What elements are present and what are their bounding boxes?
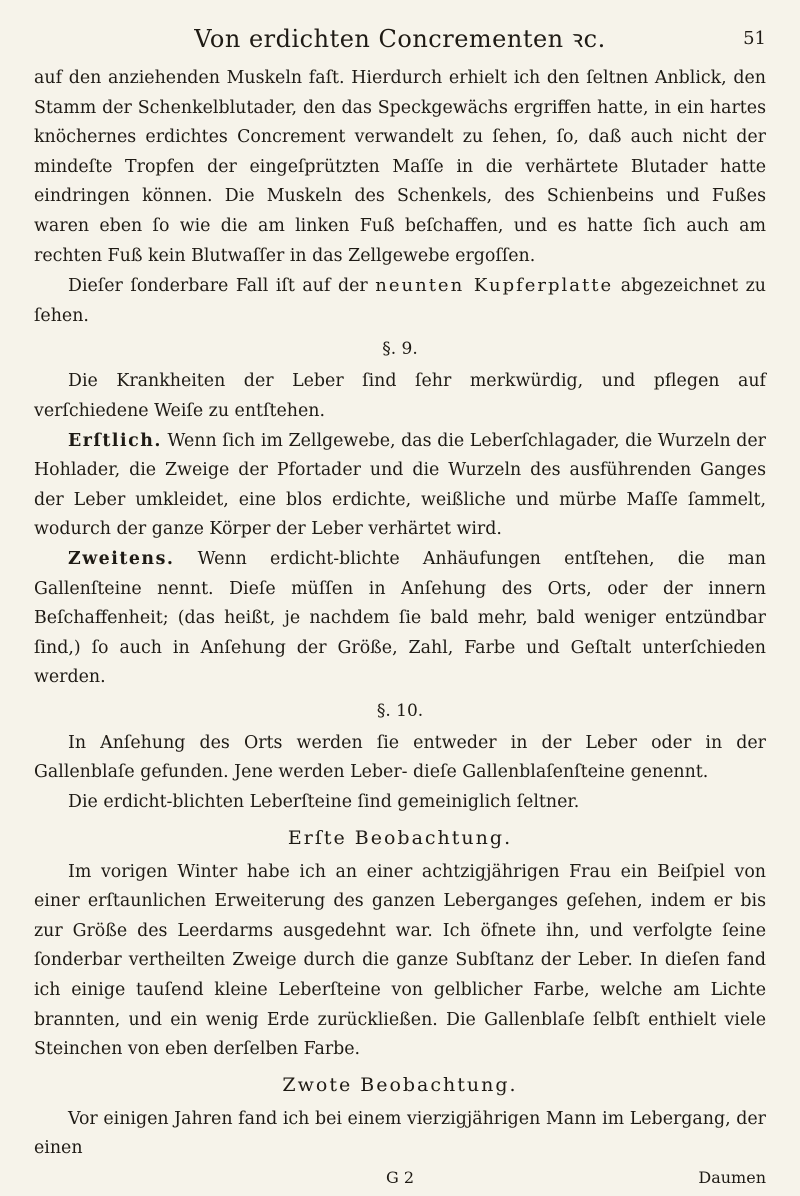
secondly-lead: Zweitens. bbox=[68, 548, 175, 569]
paragraph-secondly bbox=[34, 545, 766, 693]
paragraph-liver-diseases: Die Krankheiten der Leber ſind ſehr merkwürdig, und pflegen auf verſchiedene Weiſe zu entſtehen. bbox=[34, 371, 766, 421]
paragraph-plate-reference bbox=[34, 271, 766, 331]
plate-reference-emphasis: neunten Kupferplatte bbox=[375, 275, 614, 297]
section-number-9: §. 9. bbox=[382, 339, 418, 360]
body-text bbox=[34, 64, 766, 1164]
firstly-lead: Erſtlich. bbox=[68, 430, 162, 451]
page-footer bbox=[34, 1166, 766, 1196]
running-head bbox=[34, 14, 766, 64]
heading-first-observation: Erſte Beobachtung. bbox=[287, 826, 513, 849]
firstly-text: Wenn ſich im Zellgewebe, das die Leberſchlagader, die Wurzeln der Hohlader, die Zweige der Pfortader und die Wurzeln des ausführenden Ganges der Leber umkleidet, eine blos erdichte, weißliche und mürbe Maſſe ſammelt, wodurch der ganze Körper der Leber verhärtet wird. bbox=[34, 430, 766, 540]
heading-second-observation: Zwote Beobachtung. bbox=[282, 1073, 518, 1096]
paragraph-rarity: Die erdicht-blichten Leberſteine ſind gemeiniglich ſeltner. bbox=[68, 792, 580, 813]
paragraph-first-observation: Im vorigen Winter habe ich an einer achtzigjährigen Frau ein Beiſpiel von einer erſtaunlichen Erweiterung des ganzen Leberganges geſehen, indem er bis zur Größe des Leerdarms ausgedehnt war. Ich öfnete ihn, und verfolgte ſeine ſonderbar vertheilten Zweige durch die ganze Subſtanz der Leber. In dieſen fand ich einige tauſend kleine Leberſteine von gelblicher Farbe, welche am Lichte brannten, und ein wenig Erde zurückließen. Die Gallenblaſe ſelbſt enthielt viele Steinchen von eben derſelben Farbe. bbox=[34, 861, 766, 1060]
plate-reference-before: Dieſer ſonderbare Fall iſt auf der bbox=[68, 276, 376, 297]
plate-reference-after: abgezeichnet zu ſehen. bbox=[34, 276, 766, 326]
signature-mark: G 2 bbox=[385, 1168, 415, 1187]
secondly-text: Wenn erdicht-blichte Anhäufungen entſtehen, die man Gallenſteine nennt. Dieſe müſſen in Anſehung des Orts, oder der innern Beſchaffenheit; (das heißt, je nachdem ſie bald mehr, bald weniger entzündbar ſind,) ſo auch in Anſehung der Größe, Zahl, Farbe und Geſtalt unterſchieden werden. bbox=[34, 548, 766, 688]
paragraph-second-observation: Vor einigen Jahren fand ich bei einem vierzigjährigen Mann im Lebergang, der einen bbox=[34, 1108, 766, 1159]
paragraph-continuation: auf den anziehenden Muskeln faſt. Hierdurch erhielt ich den ſeltnen Anblick, den Stamm der Schenkelblutader, den das Speckgewächs ergriffen hatte, in ein hartes knöchernes erdichtes Concrement verwandelt zu ſehen, ſo, daß auch nicht der mindeſte Tropfen der eingeſprützten Maſſe in die verhärtete Blutader hatte eindringen können. Die Muskeln des Schenkels, des Schienbeins und Fußes waren eben ſo wie die am linken Fuß beſchaffen, und es hatte ſich auch am rechten Fuß kein Blutwaſſer in das Zellgewebe ergoſſen. bbox=[34, 68, 766, 266]
paragraph-location: In Anſehung des Orts werden ſie entweder in der Leber oder in der Gallenblaſe gefunden. Jene werden Leber- dieſe Gallenblaſenſteine genennt. bbox=[34, 732, 766, 783]
catchword: Daumen bbox=[698, 1168, 766, 1187]
paragraph-firstly bbox=[34, 427, 766, 545]
running-title: Von erdichten Concrementen ꝛc. bbox=[194, 25, 606, 53]
section-number-10: §. 10. bbox=[376, 700, 424, 721]
page-number: 51 bbox=[743, 28, 766, 49]
